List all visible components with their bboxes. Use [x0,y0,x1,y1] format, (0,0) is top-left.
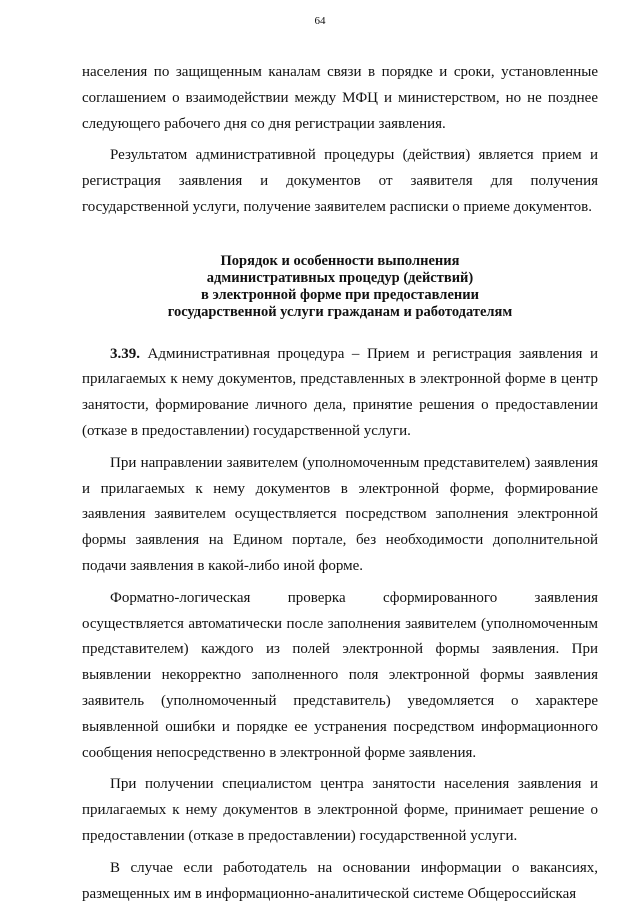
section-number: 3.39. [110,345,140,362]
document-body [82,60,598,907]
paragraph-3-39 [82,342,598,445]
paragraph-result: Результатом административной процедуры (действия) является прием и регистрация заявления и документов от заявителя для получения государственной услуги, получение заявителем расписки о приеме документов. [82,147,598,215]
heading-line-2: административных процедур (действий) [206,269,474,286]
heading-line-3: в электронной форме при предоставлении [201,287,479,304]
paragraph-format-check: Форматно-логическая проверка сформированного заявления осуществляется автоматически после заполнения заявителем (уполномоченным представителем) каждого из полей электронной формы заявления. При выявлении некорректно заполненного поля электронной формы заявления заявитель (уполномоченный представитель) уведомляется о характере выявленной ошибки и порядке ее устранения посредством информационного сообщения непосредственно в электронной форме заявления. [82,589,598,761]
heading-line-1: Порядок и особенности выполнения [220,252,460,269]
paragraph-submission: При направлении заявителем (уполномоченным представителем) заявления и прилагаемых к нему документов в электронной форме, формирование заявления заявителем осуществляется посредством заполнения электронной формы заявления на Едином портале, без необходимости дополнительной подачи заявления в какой-либо иной форме. [82,454,598,574]
page-number: 64 [314,15,326,27]
heading-line-4: государственной услуги гражданам и работодателям [167,304,513,321]
paragraph-decision: При получении специалистом центра занятости населения заявления и прилагаемых к нему документов в электронной форме, принимает решение о предоставлении (отказе в предоставлении) государственной услуги. [82,776,598,844]
paragraph-employer-case: В случае если работодатель на основании информации о вакансиях, размещенных им в информационно-аналитической системе Общероссийская [82,859,598,902]
section-heading [82,253,598,322]
paragraph-continuation: населения по защищенным каналам связи в порядке и сроки, установленные соглашением о взаимодействии между МФЦ и министерством, но не позднее следующего рабочего дня со дня регистрации заявления. [82,64,598,132]
paragraph-3-39-text: Административная процедура – Прием и регистрация заявления и прилагаемых к нему документов, представленных в электронной форме в центр занятости, формирование личного дела, принятие решения о предоставлении (отказе в предоставлении) государственной услуги. [82,345,598,439]
